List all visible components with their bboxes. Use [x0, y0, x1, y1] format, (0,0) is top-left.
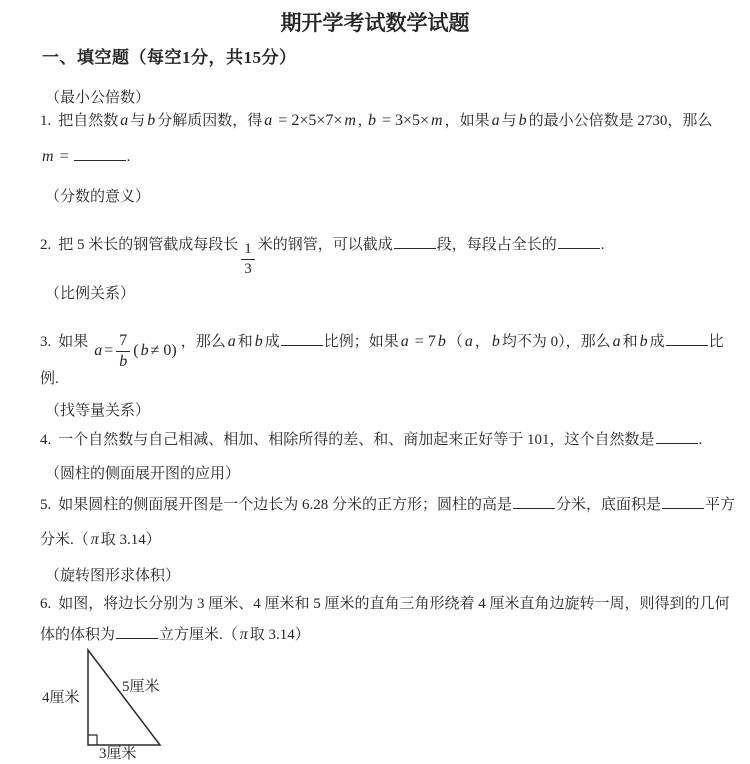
q4-text-1: 一个自然数与自己相减、相加、相除所得的差、和、商加起来正好等于 101，这个自然数是 — [58, 432, 655, 448]
q6-topic-hint: （旋转图形求体积） — [45, 568, 181, 584]
q5-text-1: 如果圆柱的侧面展开图是一个边长为 6.28 分米的正方形；圆柱的高是 — [58, 497, 513, 513]
answer-blank — [74, 146, 126, 161]
triangle-label-base: 3厘米 — [99, 746, 137, 762]
formula-a-equals-7-over-b — [92, 332, 176, 370]
answer-blank — [656, 429, 698, 444]
q3-text-9: 和 — [622, 334, 638, 350]
q2-topic-hint: （分数的意义） — [45, 189, 151, 205]
q1-text-5: 与 — [501, 113, 517, 129]
q3-line1 — [40, 331, 724, 370]
math-var-b: b — [518, 112, 527, 129]
q5-topic-hint: （圆柱的侧面展开图的应用） — [45, 466, 241, 482]
q6-number: 6. — [40, 596, 52, 612]
q1-text-6: 的最小公倍数是 2730，那么 — [528, 113, 713, 129]
page-title: 期开学考试数学试题 — [280, 11, 470, 35]
fraction-one-third — [241, 241, 255, 277]
math-var-b: b — [367, 112, 376, 129]
q3-line2: 例. — [40, 371, 59, 387]
math-var-a: a — [491, 112, 500, 129]
triangle-label-left-leg: 4厘米 — [42, 690, 80, 706]
q4-topic-hint: （找等量关系） — [45, 403, 151, 419]
q5-line1 — [40, 494, 735, 516]
math-var-b: b — [437, 333, 446, 350]
q2-text-1: 把 5 米长的钢管截成每段长 — [58, 237, 239, 253]
q1-text-1: 把自然数 — [58, 113, 119, 129]
q6-text-4: 取 3.14） — [249, 627, 310, 643]
q3-text-5: 比例；如果 — [323, 334, 399, 350]
q2-text-2: 米的钢管，可以截成 — [257, 237, 393, 253]
section-heading: 一、填空题（每空1分，共15分） — [42, 48, 297, 67]
q1-text-2: 与 — [130, 113, 146, 129]
math-not-equal-zero: ≠ 0) — [150, 342, 177, 359]
q3-text-10: 成 — [649, 334, 665, 350]
q1-period: . — [126, 149, 131, 165]
math-var-a: a — [227, 333, 236, 350]
q4-period: . — [698, 432, 703, 448]
answer-blank — [662, 494, 704, 509]
answer-blank — [116, 624, 158, 639]
q2-number: 2. — [40, 237, 52, 253]
math-expr: = 3×5× — [377, 112, 430, 129]
math-var-b: b — [140, 342, 149, 359]
q1-number: 1. — [40, 113, 52, 129]
math-var-m: m — [42, 148, 54, 165]
q2-line1 — [40, 234, 605, 277]
q6-text-3: 立方厘米.（ — [159, 627, 238, 643]
math-var-m: m — [344, 112, 356, 129]
math-expr: = 7 — [410, 333, 436, 350]
q5-number: 5. — [40, 497, 52, 513]
math-var-a: a — [94, 342, 103, 359]
q2-text-3: 段，每段占全长的 — [436, 237, 557, 253]
q5-text-4: 分米.（ — [40, 532, 89, 548]
q5-text-5: 取 3.14） — [100, 532, 161, 548]
q4-line1 — [40, 429, 702, 451]
pi-symbol: π — [239, 626, 248, 643]
math-var-a: a — [400, 333, 409, 350]
answer-blank — [666, 331, 708, 346]
q3-text-4: 成 — [264, 334, 280, 350]
fraction-numerator: 1 — [241, 241, 255, 260]
q3-number: 3. — [40, 334, 52, 350]
q5-text-2: 分米，底面积是 — [556, 497, 662, 513]
fraction-denominator: b — [119, 352, 128, 370]
q3-text-8: 均不为 0），那么 — [501, 334, 611, 350]
math-comma: , — [357, 112, 366, 129]
q6-text-2: 体的体积为 — [40, 627, 116, 643]
q6-text-1: 如图，将边长分别为 3 厘米、4 厘米和 5 厘米的直角三角形绕着 4 厘米直角边旋转一周，则得到的几何 — [58, 596, 730, 612]
q1-topic-hint: （最小公倍数） — [45, 90, 151, 106]
math-var-a: a — [120, 112, 129, 129]
q3-text-2: ，那么 — [180, 334, 226, 350]
math-var-b: b — [147, 112, 156, 129]
math-var-b: b — [491, 333, 500, 350]
q3-text-1: 如果 — [58, 334, 89, 350]
q5-line2 — [40, 529, 161, 551]
answer-blank — [394, 234, 436, 249]
math-equals: = — [55, 148, 73, 165]
math-var-b: b — [639, 333, 648, 350]
right-angle-marker — [88, 735, 97, 745]
fraction-denominator: 3 — [244, 260, 252, 277]
q3-topic-hint: （比例关系） — [45, 286, 136, 302]
q5-text-3: 平方 — [705, 497, 736, 513]
q4-number: 4. — [40, 432, 52, 448]
triangle-label-hypotenuse: 5厘米 — [122, 679, 160, 695]
pi-symbol: π — [90, 531, 99, 548]
fraction-numerator: 7 — [116, 332, 130, 352]
answer-blank — [281, 331, 323, 346]
q1-line2 — [40, 146, 130, 168]
math-paren-open: ( — [133, 342, 139, 359]
answer-blank — [513, 494, 555, 509]
math-var-a: a — [464, 333, 473, 350]
math-equals: = — [104, 342, 114, 359]
math-expr: = 2×5×7× — [274, 112, 343, 129]
q3-text-11: 比 — [708, 334, 724, 350]
math-var-a: a — [264, 112, 273, 129]
q1-line1 — [40, 110, 712, 132]
q3-text-6: （ — [447, 334, 463, 350]
answer-blank — [558, 234, 600, 249]
q1-text-3: 分解质因数，得 — [157, 113, 263, 129]
q3-text-3: 和 — [237, 334, 253, 350]
q6-line1 — [40, 593, 730, 615]
fraction-7-over-b — [116, 332, 130, 370]
math-var-b: b — [254, 333, 263, 350]
math-var-m: m — [431, 112, 443, 129]
q1-text-4: ，如果 — [444, 113, 490, 129]
math-var-a: a — [612, 333, 621, 350]
triangle-outline — [88, 650, 160, 745]
q3-text-7: ， — [474, 334, 490, 350]
q2-period: . — [600, 237, 605, 253]
